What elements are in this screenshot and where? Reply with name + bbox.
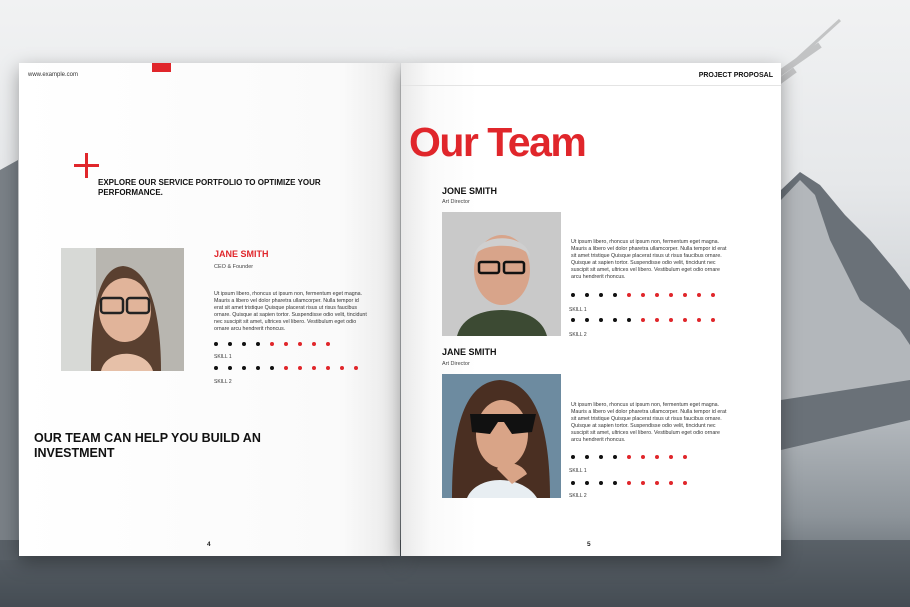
member2-role: Art Director [442, 361, 470, 367]
skill-dot-accent [298, 366, 302, 370]
member-paragraph: Ut ipsum libero, rhoncus ut ipsum non, fermentum eget magna. Mauris a libero vel dolor pharetra ullamcorper. Nulla tempor id erat sit amet tristique Quisque placerat risus ut risus faucibus ornare. Quisque at sapien tortor. Suspendisse odio velit, tincidunt nec suscipit sit amet, ultrices vel libero. Vestibulum eget odio ornare arcu hendrerit rhoncus. [214, 291, 367, 332]
member1-photo [442, 212, 561, 336]
skill-dot-accent [711, 318, 715, 322]
skill-dot-filled [214, 342, 218, 346]
right-page [401, 63, 781, 556]
skill1-dots [214, 342, 340, 346]
skill-dot-accent [655, 318, 659, 322]
explore-heading: EXPLORE OUR SERVICE PORTFOLIO TO OPTIMIZE YOUR PERFORMANCE. [98, 178, 321, 197]
skill-dot-accent [669, 455, 673, 459]
member-photo [61, 248, 184, 371]
member-name: JANE SMITH [214, 249, 269, 259]
skill-dot-filled [214, 366, 218, 370]
member1-skill2-label: SKILL 2 [569, 332, 587, 338]
page-title: Our Team [409, 119, 586, 165]
skill-dot-accent [655, 455, 659, 459]
member2-name: JANE SMITH [442, 347, 497, 357]
skill-dot-accent [669, 293, 673, 297]
member-role: CEO & Founder [214, 264, 254, 270]
skill-dot-filled [228, 366, 232, 370]
skill-dot-filled [599, 318, 603, 322]
skill-dot-filled [571, 455, 575, 459]
member2-photo [442, 374, 561, 498]
skill-dot-filled [599, 481, 603, 485]
skill-dot-accent [711, 293, 715, 297]
skill-dot-accent [627, 481, 631, 485]
skill-dot-accent [312, 342, 316, 346]
skill-dot-filled [627, 318, 631, 322]
skill-dot-accent [683, 293, 687, 297]
member2-skill1-dots [571, 455, 697, 459]
skill-dot-accent [683, 455, 687, 459]
skill2-dots [214, 366, 368, 370]
member2-skill2-dots [571, 481, 697, 485]
bottom-heading: OUR TEAM CAN HELP YOU BUILD AN INVESTMENT [34, 431, 261, 460]
skill-dot-filled [256, 366, 260, 370]
skill-dot-filled [228, 342, 232, 346]
skill-dot-accent [641, 481, 645, 485]
skill-dot-accent [627, 455, 631, 459]
skill-dot-accent [655, 481, 659, 485]
skill-dot-accent [312, 366, 316, 370]
member1-skill2-dots [571, 318, 725, 322]
skill-dot-accent [326, 366, 330, 370]
skill-dot-filled [585, 481, 589, 485]
skill-dot-accent [354, 366, 358, 370]
skill-dot-filled [270, 366, 274, 370]
skill-dot-accent [683, 481, 687, 485]
skill-dot-filled [256, 342, 260, 346]
member1-paragraph: Ut ipsum libero, rhoncus ut ipsum non, fermentum eget magna. Mauris a libero vel dolor pharetra ullamcorper. Nulla tempor id erat sit amet tristique Quisque placerat risus ut risus faucibus ornare. Quisque at sapien tortor. Suspendisse odio velit, tincidunt nec suscipit sit amet, ultrices vel libero. Vestibulum eget odio ornare arcu hendrerit rhoncus. [571, 239, 727, 280]
member1-skill1-dots [571, 293, 725, 297]
skill-dot-filled [571, 293, 575, 297]
skill2-label: SKILL 2 [214, 379, 232, 385]
skill-dot-accent [641, 318, 645, 322]
skill-dot-filled [242, 366, 246, 370]
skill-dot-filled [585, 293, 589, 297]
skill-dot-accent [669, 318, 673, 322]
skill-dot-accent [683, 318, 687, 322]
header-divider [401, 85, 781, 86]
skill-dot-filled [571, 481, 575, 485]
skill-dot-filled [599, 455, 603, 459]
skill-dot-accent [298, 342, 302, 346]
skill-dot-accent [627, 293, 631, 297]
skill-dot-filled [613, 455, 617, 459]
skill-dot-accent [270, 342, 274, 346]
skill-dot-accent [284, 366, 288, 370]
page-number: 4 [207, 541, 211, 548]
skill-dot-accent [326, 342, 330, 346]
skill-dot-accent [697, 293, 701, 297]
red-tab-marker [152, 63, 171, 72]
member2-skill1-label: SKILL 1 [569, 468, 587, 474]
member2-paragraph: Ut ipsum libero, rhoncus ut ipsum non, fermentum eget magna. Mauris a libero vel dolor pharetra ullamcorper. Nulla tempor id erat sit amet tristique Quisque placerat risus ut risus faucibus ornare. Quisque at sapien tortor. Suspendisse odio velit, tincidunt nec suscipit sit amet, ultrices vel libero. Vestibulum eget odio ornare arcu hendrerit rhoncus. [571, 402, 727, 443]
skill-dot-accent [655, 293, 659, 297]
skill-dot-filled [613, 293, 617, 297]
skill-dot-accent [641, 455, 645, 459]
skill-dot-filled [571, 318, 575, 322]
skill-dot-filled [585, 318, 589, 322]
header-title: PROJECT PROPOSAL [698, 72, 773, 79]
skill-dot-filled [242, 342, 246, 346]
skill-dot-accent [284, 342, 288, 346]
member1-name: JONE SMITH [442, 186, 498, 196]
skill-dot-filled [613, 481, 617, 485]
website-url: www.example.com [28, 72, 79, 78]
skill-dot-accent [669, 481, 673, 485]
skill-dot-accent [697, 318, 701, 322]
member1-role: Art Director [442, 199, 470, 205]
skill-dot-filled [599, 293, 603, 297]
skill-dot-filled [585, 455, 589, 459]
member1-skill1-label: SKILL 1 [569, 307, 587, 313]
skill-dot-accent [641, 293, 645, 297]
left-page [19, 63, 400, 556]
skill1-label: SKILL 1 [214, 354, 232, 360]
page-number: 5 [587, 541, 591, 548]
skill-dot-filled [613, 318, 617, 322]
member2-skill2-label: SKILL 2 [569, 493, 587, 499]
skill-dot-accent [340, 366, 344, 370]
plus-icon [74, 153, 99, 178]
